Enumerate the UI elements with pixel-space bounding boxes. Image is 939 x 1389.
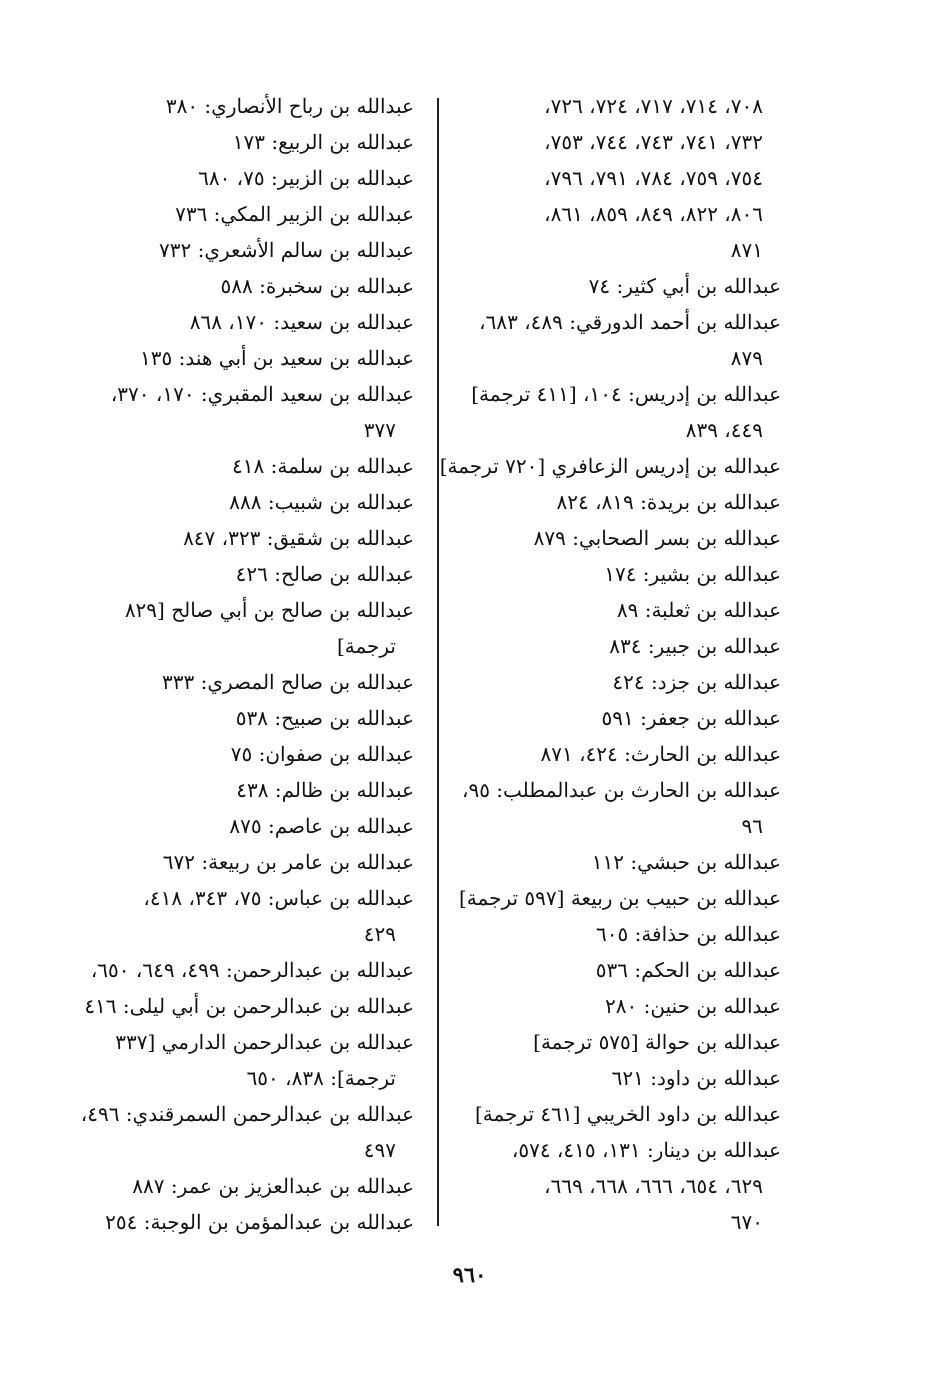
index-entry: عبدالله بن رباح الأنصاري: ٣٨٠: [165, 94, 414, 118]
index-entry: عبدالله بن الزبير: ٧٥، ٦٨٠: [198, 166, 414, 190]
index-entry-continuation: ٣٧٧: [363, 418, 396, 442]
index-entry: عبدالله بن عامر بن ربيعة: ٦٧٢: [162, 850, 414, 874]
index-entry-continuation: ترجمة]: [336, 634, 396, 658]
index-entry: عبدالله بن بشير: ١٧٤: [604, 562, 781, 586]
index-entry-continuation: ٤٢٩: [363, 922, 396, 946]
index-entry: عبدالله بن جزد: ٤٢٤: [612, 670, 781, 694]
index-entry: عبدالله بن سالم الأشعري: ٧٣٢: [159, 238, 414, 262]
index-entry-continuation: ٨٧٩: [730, 346, 763, 370]
index-entry: عبدالله بن الحارث: ٤٢٤، ٨٧١: [540, 742, 781, 766]
index-entry: عبدالله بن الربيع: ١٧٣: [232, 130, 414, 154]
index-entry: عبدالله بن سعيد: ١٧٠، ٨٦٨: [189, 310, 414, 334]
index-entry-continuation: ترجمة]: ٨٣٨، ٦٥٠: [246, 1066, 396, 1090]
index-entry: عبدالله بن حبشي: ١١٢: [591, 850, 781, 874]
column-divider: [437, 98, 439, 1226]
index-entry-continuation: ٦٧٠: [730, 1210, 763, 1234]
index-entry: عبدالله بن سعيد المقبري: ١٧٠، ٣٧٠،: [110, 382, 414, 406]
index-entry: عبدالله بن حنين: ٢٨٠: [605, 994, 781, 1018]
index-entry-continuation: ٨٠٦، ٨٢٢، ٨٤٩، ٨٥٩، ٨٦١،: [544, 202, 763, 226]
index-entry: عبدالله بن شبيب: ٨٨٨: [229, 490, 414, 514]
index-entry: عبدالله بن حذافة: ٦٠٥: [596, 922, 781, 946]
index-entry: عبدالله بن عاصم: ٨٧٥: [229, 814, 414, 838]
page-number: ٩٦٠: [452, 1262, 487, 1287]
index-entry-continuation: ٧٠٨، ٧١٤، ٧١٧، ٧٢٤، ٧٢٦،: [544, 94, 763, 118]
index-entry-continuation: ٦٢٩، ٦٥٤، ٦٦٦، ٦٦٨، ٦٦٩،: [544, 1174, 763, 1198]
index-entry: عبدالله بن الحكم: ٥٣٦: [595, 958, 781, 982]
index-entry: عبدالله بن دينار: ١٣١، ٤١٥، ٥٧٤،: [511, 1138, 781, 1162]
index-entry: عبدالله بن سخبرة: ٥٨٨: [220, 274, 414, 298]
index-entry: عبدالله بن عبدالرحمن: ٤٩٩، ٦٤٩، ٦٥٠،: [90, 958, 414, 982]
index-entry: عبدالله بن عبدالمؤمن بن الوجبة: ٢٥٤: [105, 1210, 414, 1234]
index-entry: عبدالله بن صبيح: ٥٣٨: [235, 706, 414, 730]
index-entry: عبدالله بن عبدالرحمن بن أبي ليلى: ٤١٦: [84, 994, 414, 1018]
index-entry: عبدالله بن بسر الصحابي: ٨٧٩: [533, 526, 781, 550]
index-entry-continuation: ٧٣٢، ٧٤١، ٧٤٣، ٧٤٤، ٧٥٣،: [544, 130, 763, 154]
index-column-left: [80, 88, 414, 1240]
index-entry: عبدالله بن حبيب بن ربيعة [٥٩٧ ترجمة]: [459, 886, 781, 910]
index-entry: عبدالله بن عبدالعزيز بن عمر: ٨٨٧: [132, 1174, 414, 1198]
index-entry: عبدالله بن ثعلبة: ٨٩: [616, 598, 781, 622]
index-entry: عبدالله بن صالح بن أبي صالح [٨٢٩: [124, 598, 414, 622]
index-entry: عبدالله بن عبدالرحمن الدارمي [٣٣٧: [115, 1030, 414, 1054]
index-entry: عبدالله بن صالح المصري: ٣٣٣: [162, 670, 414, 694]
index-entry-continuation: ٤٩٧: [363, 1138, 396, 1162]
index-entry: عبدالله بن أبي كثير: ٧٤: [588, 274, 781, 298]
index-column-right: [439, 88, 781, 1240]
index-entry: عبدالله بن حوالة [٥٧٥ ترجمة]: [533, 1030, 781, 1054]
index-entry: عبدالله بن عبدالرحمن السمرقندي: ٤٩٦،: [80, 1102, 414, 1126]
index-entry: عبدالله بن سعيد بن أبي هند: ١٣٥: [140, 346, 414, 370]
index-entry: عبدالله بن الزبير المكي: ٧٣٦: [175, 202, 414, 226]
index-entry-continuation: ٩٦: [741, 814, 763, 838]
index-entry: عبدالله بن الحارث بن عبدالمطلب: ٩٥،: [461, 778, 781, 802]
index-entry: عبدالله بن شقيق: ٣٢٣، ٨٤٧: [183, 526, 414, 550]
index-entry-continuation: ٧٥٤، ٧٥٩، ٧٨٤، ٧٩١، ٧٩٦،: [544, 166, 763, 190]
index-entry: عبدالله بن داود الخريبي [٤٦١ ترجمة]: [474, 1102, 781, 1126]
index-entry: عبدالله بن داود: ٦٢١: [611, 1066, 781, 1090]
index-entry: عبدالله بن إدريس: ١٠٤، [٤١١ ترجمة]: [471, 382, 781, 406]
index-entry: عبدالله بن أحمد الدورقي: ٤٨٩، ٦٨٣،: [479, 310, 781, 334]
index-entry: عبدالله بن ظالم: ٤٣٨: [236, 778, 414, 802]
index-entry: عبدالله بن عباس: ٧٥، ٣٤٣، ٤١٨،: [143, 886, 414, 910]
index-entry-continuation: ٨٧١: [730, 238, 763, 262]
index-entry: عبدالله بن صالح: ٤٢٦: [235, 562, 414, 586]
index-entry: عبدالله بن بريدة: ٨١٩، ٨٢٤: [556, 490, 781, 514]
index-entry: عبدالله بن صفوان: ٧٥: [230, 742, 414, 766]
index-entry-continuation: ٤٤٩، ٨٣٩: [685, 418, 763, 442]
index-entry: عبدالله بن إدريس الزعافري [٧٢٠ ترجمة]: [439, 454, 781, 478]
index-entry: عبدالله بن سلمة: ٤١٨: [232, 454, 414, 478]
index-entry: عبدالله بن جعفر: ٥٩١: [601, 706, 781, 730]
index-entry: عبدالله بن جبير: ٨٣٤: [609, 634, 781, 658]
